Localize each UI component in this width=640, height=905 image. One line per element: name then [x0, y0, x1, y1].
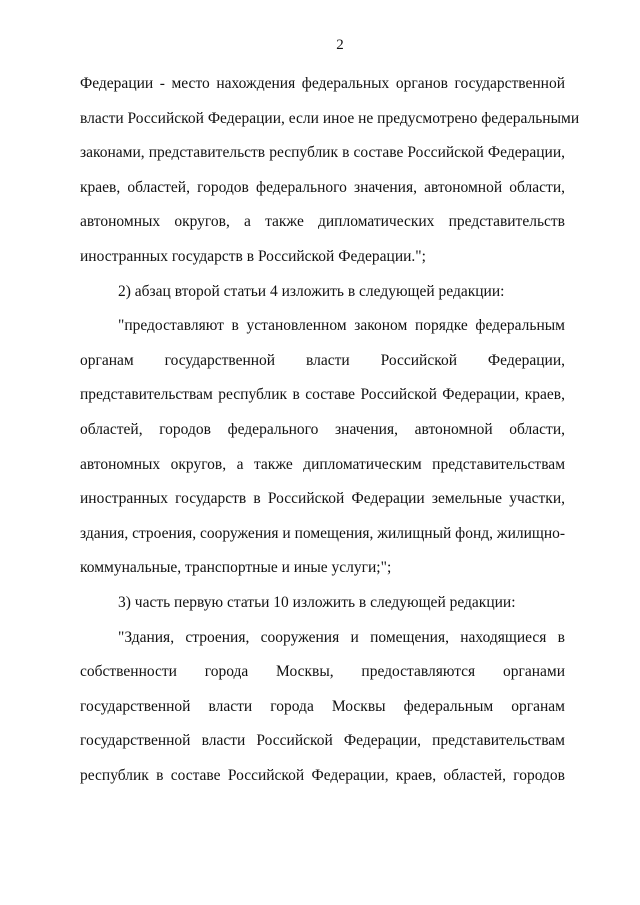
text-line: республик в составе Российской Федерации, краев, областей, городов: [80, 766, 565, 784]
text-line: собственности города Москвы, предоставляются органами: [80, 663, 565, 681]
text-line: государственной власти Российской Федерации, представительствам: [80, 732, 565, 750]
text-line: представительствам республик в составе Российской Федерации, краев,: [80, 386, 565, 404]
document-body: [80, 67, 580, 793]
text-line: законами, представительств республик в составе Российской Федерации,: [80, 144, 565, 162]
text-line: здания, строения, сооружения и помещения, жилищный фонд, жилищно-: [80, 524, 566, 542]
text-line: иностранных государств в Российской Федерации.";: [80, 247, 426, 265]
text-line: автономных округов, а также дипломатическим представительствам: [80, 455, 565, 473]
text-line: государственной власти города Москвы федеральным органам: [80, 697, 565, 715]
text-line: автономных округов, а также дипломатических представительств: [80, 213, 565, 231]
text-line: "предоставляют в установленном законом порядке федеральным: [118, 317, 565, 335]
text-line: иностранных государств в Российской Федерации земельные участки,: [80, 490, 565, 508]
text-line: 2) абзац второй статьи 4 изложить в следующей редакции:: [118, 282, 505, 300]
text-line: коммунальные, транспортные и иные услуги;";: [80, 559, 392, 577]
text-line: 3) часть первую статьи 10 изложить в следующей редакции:: [118, 593, 516, 611]
page-number: 2: [336, 37, 344, 53]
text-line: краев, областей, городов федерального значения, автономной области,: [80, 178, 565, 196]
text-line: органам государственной власти Российской Федерации,: [80, 351, 565, 369]
text-line: областей, городов федерального значения, автономной области,: [80, 420, 565, 438]
text-line: власти Российской Федерации, если иное не предусмотрено федеральными: [80, 109, 580, 127]
text-line: Федерации - место нахождения федеральных органов государственной: [80, 75, 565, 92]
text-line: "Здания, строения, сооружения и помещения, находящиеся в: [118, 628, 565, 646]
